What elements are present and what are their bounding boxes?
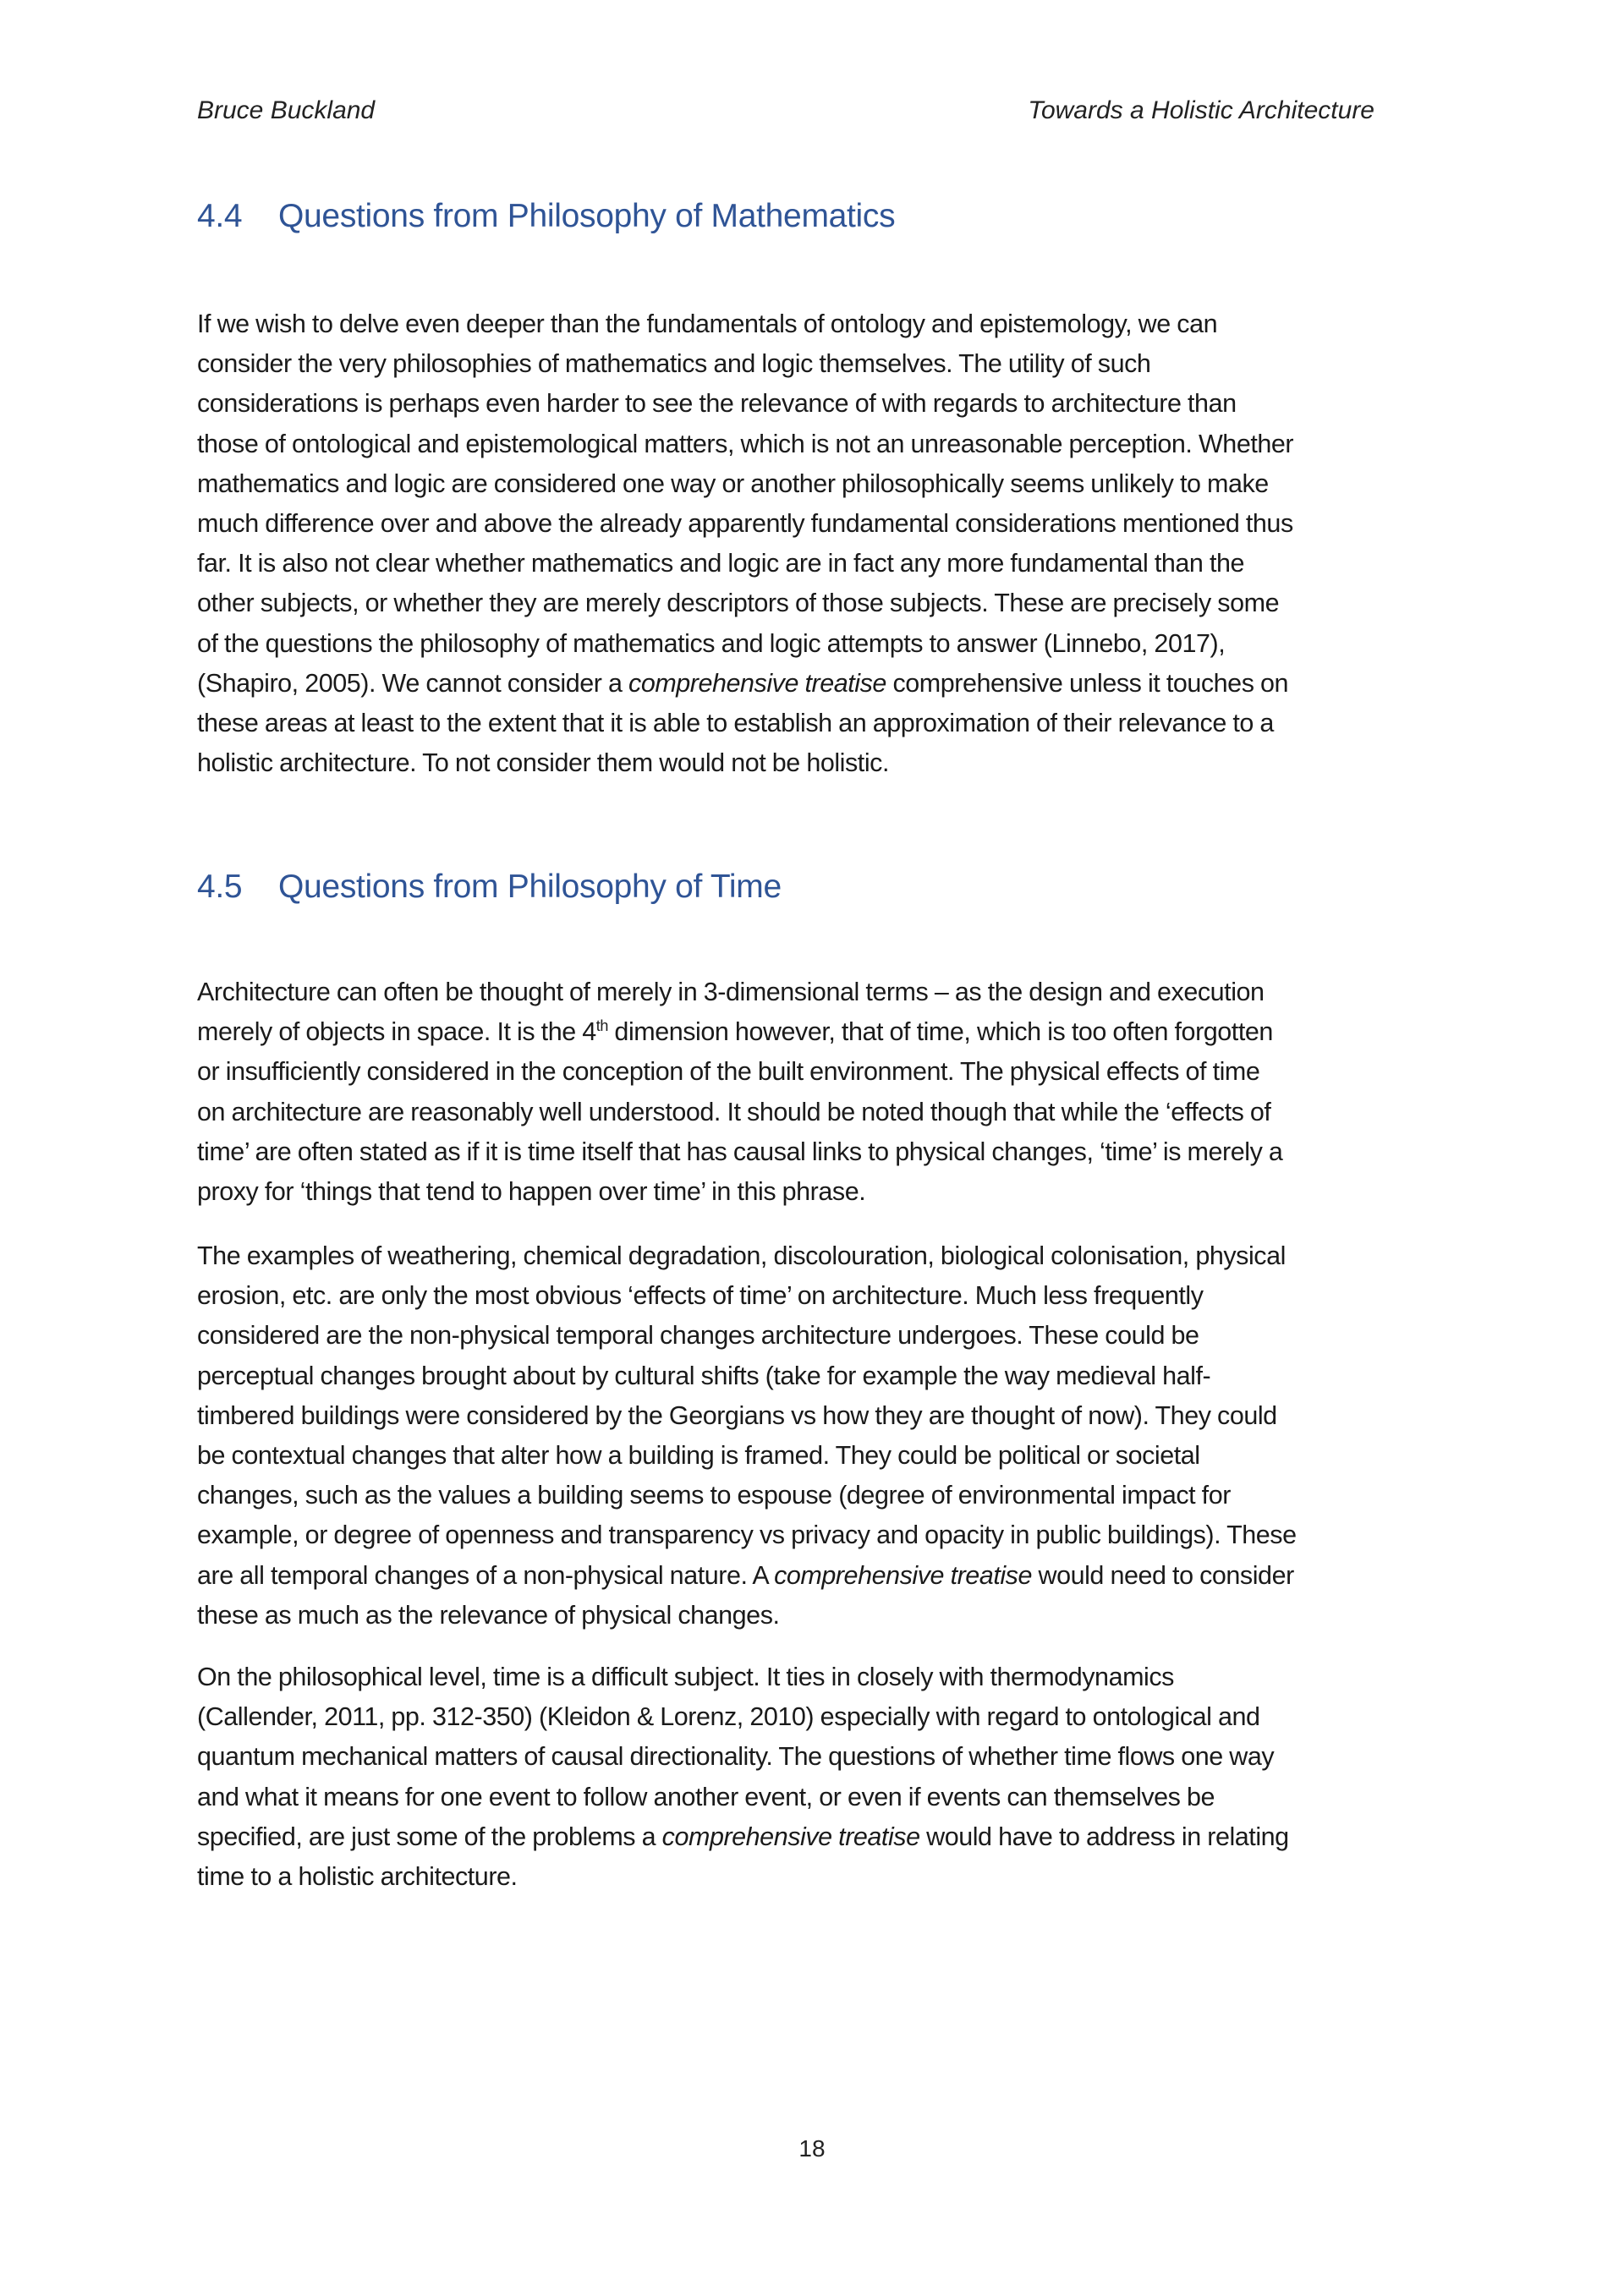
paragraph xyxy=(197,304,1440,783)
section-number: 4.4 xyxy=(197,198,243,234)
text-line: merely of objects in space. It is the 4th dimension however, that of time, which is too often forgotten xyxy=(197,1017,1273,1047)
text-line: changes, such as the values a building seems to espouse (degree of environmental impact for xyxy=(197,1481,1231,1510)
emphasis-text: comprehensive treatise xyxy=(628,668,886,698)
section-number: 4.5 xyxy=(197,869,243,905)
text-line: these as much as the relevance of physical changes. xyxy=(197,1600,780,1630)
header-title: Towards a Holistic Architecture xyxy=(1028,96,1374,124)
text-line: considerations is perhaps even harder to see the relevance of with regards to architecture than xyxy=(197,389,1237,419)
paragraph xyxy=(197,973,1440,1212)
header-author: Bruce Buckland xyxy=(197,96,376,124)
text-line: holistic architecture. To not consider them would not be holistic. xyxy=(197,748,889,778)
paragraph xyxy=(197,1236,1440,1636)
text-line: are all temporal changes of a non-physical nature. A comprehensive treatise would need to consider xyxy=(197,1560,1294,1590)
section-heading-4-5 xyxy=(197,869,782,906)
text-line: these areas at least to the extent that it is able to establish an approximation of their relevance to a xyxy=(197,709,1274,738)
text-line: consider the very philosophies of mathematics and logic themselves. The utility of such xyxy=(197,349,1151,379)
text-line: On the philosophical level, time is a difficult subject. It ties in closely with thermodynamics xyxy=(197,1663,1174,1691)
text-line: proxy for ‘things that tend to happen over time’ in this phrase. xyxy=(197,1177,866,1207)
text-line: (Callender, 2011, pp. 312-350) (Kleidon & Lorenz, 2010) especially with regard to ontological and xyxy=(197,1702,1260,1732)
text-line: The examples of weathering, chemical degradation, discolouration, biological colonisation, physical xyxy=(197,1241,1286,1270)
text-line: timbered buildings were considered by the Georgians vs how they are thought of now). They could xyxy=(197,1400,1277,1430)
text-line: be contextual changes that alter how a building is framed. They could be political or societal xyxy=(197,1441,1200,1471)
text-line: considered are the non-physical temporal changes architecture undergoes. These could be xyxy=(197,1321,1199,1351)
emphasis-text: comprehensive treatise xyxy=(661,1822,920,1851)
page-number: 18 xyxy=(798,2135,826,2162)
text-line: perceptual changes brought about by cultural shifts (take for example the way medieval half- xyxy=(197,1361,1211,1390)
text-line: quantum mechanical matters of causal directionality. The questions of whether time flows one way xyxy=(197,1742,1275,1772)
text-line: If we wish to delve even deeper than the fundamentals of ontology and epistemology, we can xyxy=(197,310,1218,338)
section-title: Questions from Philosophy of Time xyxy=(278,869,782,905)
paragraph xyxy=(197,1658,1440,1897)
emphasis-text: comprehensive treatise xyxy=(774,1560,1032,1590)
text-line: (Shapiro, 2005). We cannot consider a comprehensive treatise comprehensive unless it touches on xyxy=(197,668,1289,698)
text-line: time to a holistic architecture. xyxy=(197,1862,518,1892)
superscript-text: th xyxy=(595,1017,608,1035)
text-line: far. It is also not clear whether mathematics and logic are in fact any more fundamental than the xyxy=(197,549,1245,578)
text-line: example, or degree of openness and transparency vs privacy and opacity in public buildings). These xyxy=(197,1521,1297,1550)
text-line: Architecture can often be thought of merely in 3-dimensional terms – as the design and execution xyxy=(197,978,1265,1006)
text-line: mathematics and logic are considered one way or another philosophically seems unlikely to make xyxy=(197,469,1269,498)
text-line: time’ are often stated as if it is time itself that has causal links to physical changes, ‘time’ is merely a xyxy=(197,1137,1283,1166)
text-line: of the questions the philosophy of mathematics and logic attempts to answer (Linnebo, 2017), xyxy=(197,628,1226,658)
text-line: and what it means for one event to follow another event, or even if events can themselves be xyxy=(197,1782,1215,1811)
section-title: Questions from Philosophy of Mathematics xyxy=(278,198,896,234)
text-line: those of ontological and epistemological matters, which is not an unreasonable perception. Whether xyxy=(197,429,1294,458)
section-heading-4-4 xyxy=(197,198,895,235)
running-header xyxy=(197,96,1374,125)
text-line: or insufficiently considered in the conception of the built environment. The physical effects of time xyxy=(197,1057,1260,1087)
text-line: erosion, etc. are only the most obvious ‘effects of time’ on architecture. Much less frequently xyxy=(197,1281,1204,1311)
text-line: much difference over and above the already apparently fundamental considerations mentioned thus xyxy=(197,509,1293,539)
text-line: specified, are just some of the problems a comprehensive treatise would have to address in relating xyxy=(197,1822,1289,1851)
text-line: on architecture are reasonably well understood. It should be noted though that while the ‘effects of xyxy=(197,1097,1271,1126)
text-line: other subjects, or whether they are merely descriptors of those subjects. These are precisely some xyxy=(197,589,1280,618)
